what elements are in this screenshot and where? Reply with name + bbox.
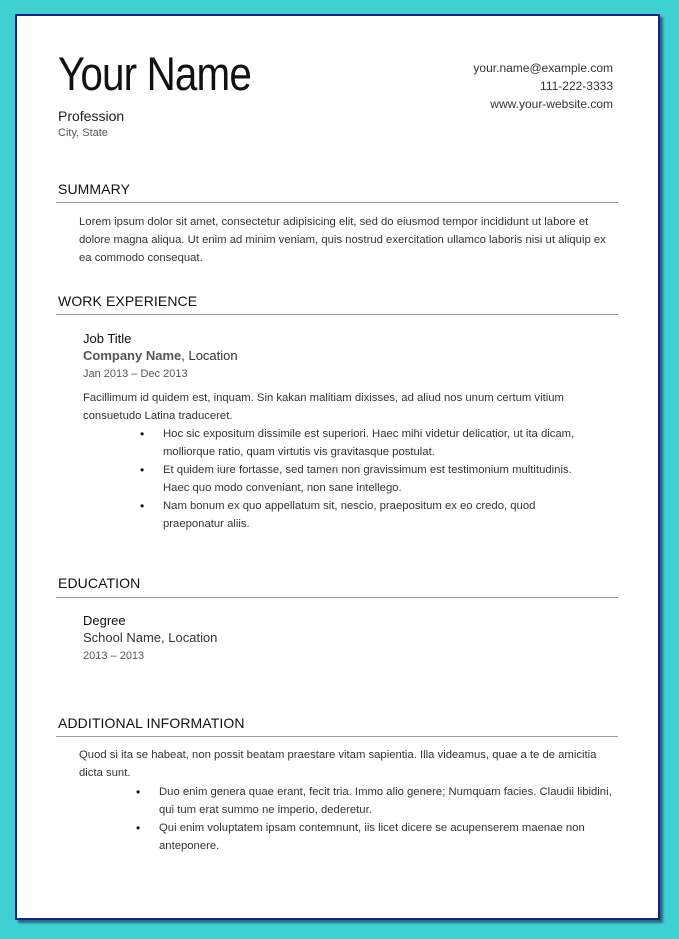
list-item: • Hoc sic expositum dissimile est superiori. Haec mihi videtur delicatior, ut ita dicam, molliorque ratio, quam virtutis vis gravitasque postulat. [140,427,575,458]
list-item: • Duo enim genera quae erant, fecit tria. Immo alio genere; Numquam facies. Claudii libidini, qui tum erat summo ne imperio, dederetur. [136,785,612,816]
company-name: Company Name [83,348,182,363]
degree: Degree [83,613,126,628]
email: your.name@example.com [473,61,613,75]
bullet-icon: • [140,499,145,513]
summary-divider [56,202,618,203]
school: School Name, Location [83,630,218,645]
bullet-icon: • [140,427,145,441]
location: City, State [58,127,108,139]
website: www.your-website.com [490,97,613,111]
education-dates: 2013 – 2013 [83,650,145,662]
job-dates: Jan 2013 – Dec 2013 [83,368,188,380]
bullet-icon: • [136,821,141,835]
bullet-icon: • [136,785,141,799]
candidate-name: Your Name [58,47,251,100]
education-divider [56,597,618,598]
job-bullet-list [140,425,593,533]
work-experience-divider [56,314,618,315]
resume-page [15,14,660,920]
list-item: • Qui enim voluptatem ipsam contemnunt, iis licet dicere se acupenserem maenae non anteponere. [136,821,585,852]
job-description: Facillimum id quidem est, inquam. Sin kakan malitiam dixisses, ad aliud nos unum certum vitium consuetudo Latina traduceret. [83,392,564,422]
contact-block [473,59,613,113]
job-title: Job Title [83,331,132,346]
company [83,348,238,363]
company-location: , Location [181,348,238,363]
education-heading: EDUCATION [58,575,141,591]
additional-info-divider [56,736,618,737]
list-item: • Nam bonum ex quo appellatum sit, nescio, praepositum ex eo credo, quod praeponatur aliis. [140,499,536,530]
profession: Profession [58,108,125,124]
summary-heading: SUMMARY [58,181,131,197]
list-item: • Et quidem iure fortasse, sed tamen non gravissimum est testimonium multitudinis. Haec quo modo conveniant, non sane intellego. [140,463,572,494]
additional-info-text: Quod si ita se habeat, non possit beatam praestare vitam sapientia. Illa videamus, quae a te de amicitia dicta sunt. [79,749,597,779]
summary-text: Lorem ipsum dolor sit amet, consectetur adipisicing elit, sed do eiusmod tempor incididunt ut labore et dolore magna aliqua. Ut enim ad minim veniam, quis nostrud exercitation ullamco laboris nisi ut aliquip ex ea commodo consequat. [79,216,606,264]
work-experience-heading: WORK EXPERIENCE [58,293,198,309]
bullet-icon: • [140,463,145,477]
phone: 111-222-3333 [540,79,613,93]
additional-info-heading: ADDITIONAL INFORMATION [58,715,245,731]
additional-bullet-list [136,783,621,855]
